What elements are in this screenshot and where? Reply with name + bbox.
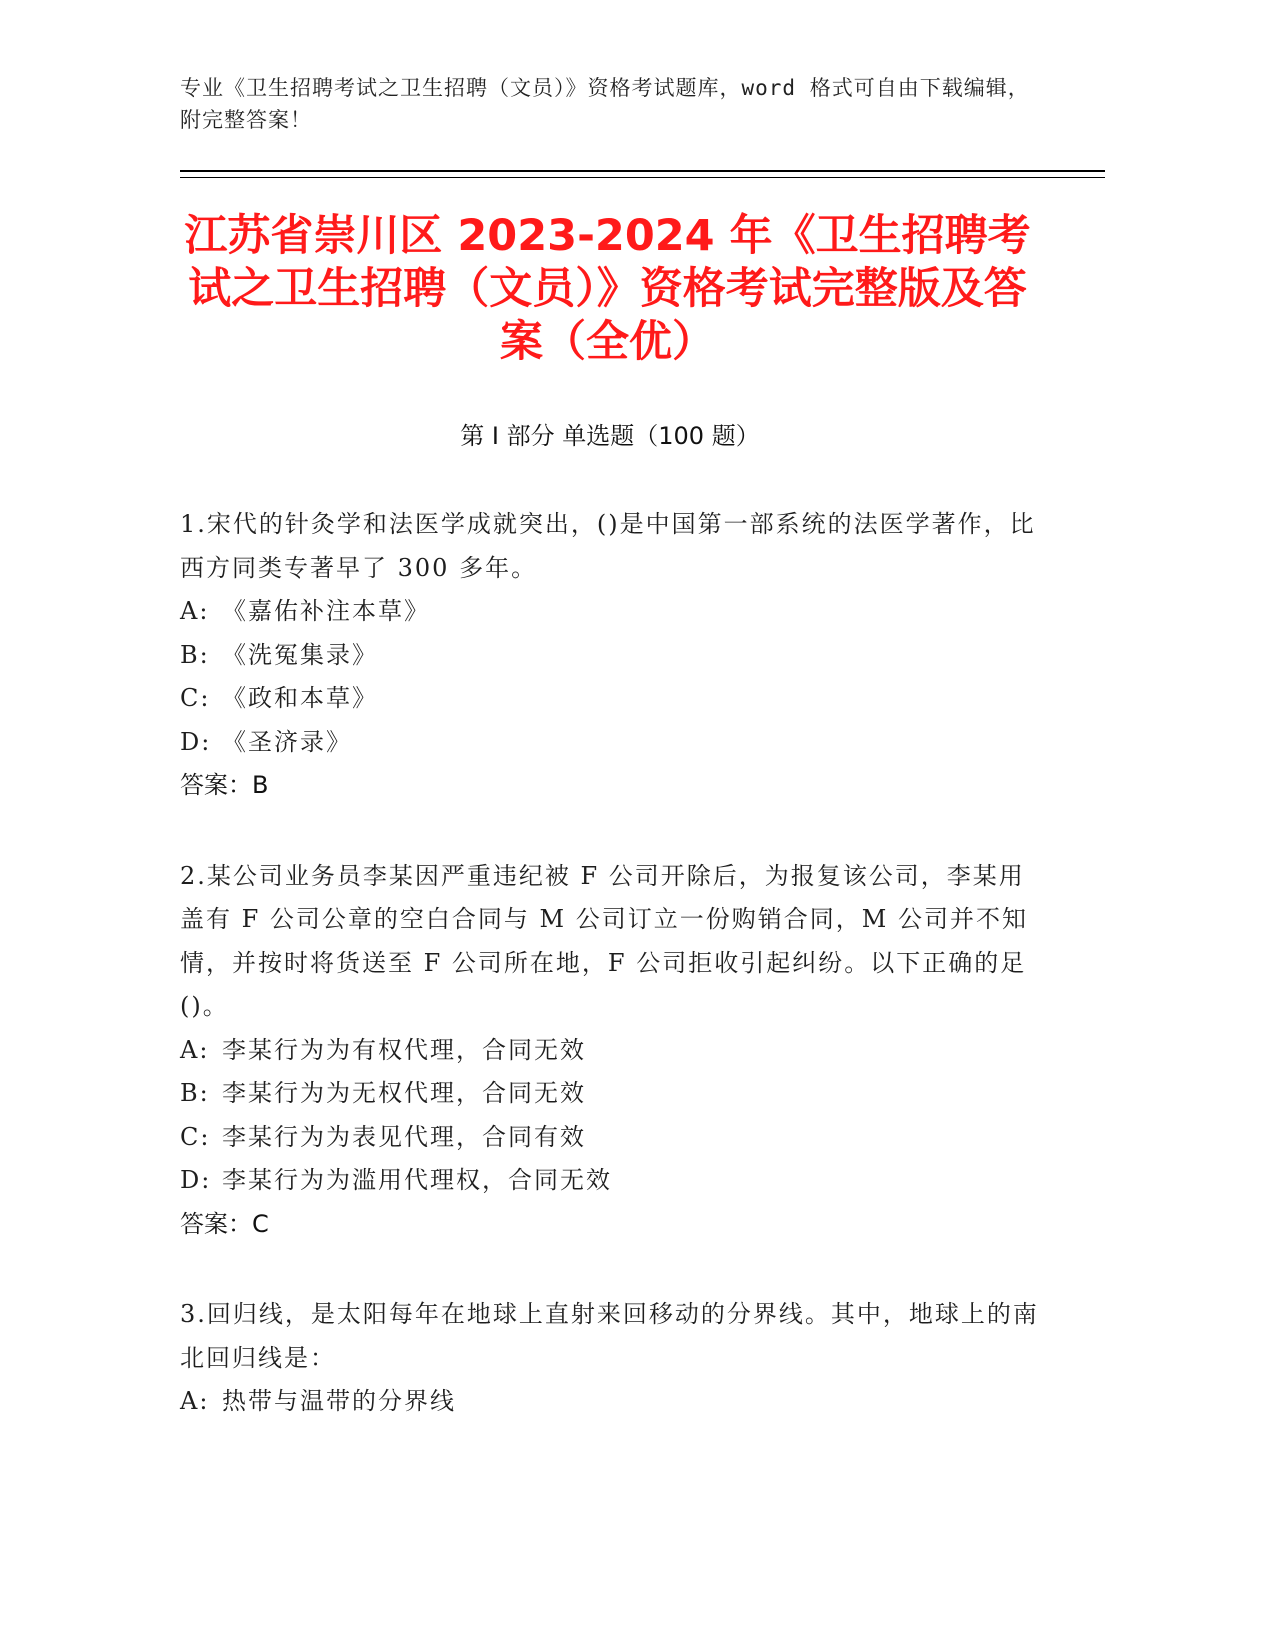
option-d bbox=[180, 1159, 1040, 1203]
question-stem: 2.某公司业务员李某因严重违纪被 F 公司开除后，为报复该公司，李某用盖有 F 公司公章的空白合同与 M 公司订立一份购销合同，M 公司并不知情，并按时将货送至 F 公司所在地，F 公司拒收引起纠纷。以下正确的足()。 bbox=[180, 861, 1028, 1020]
option-key: D: bbox=[180, 727, 212, 756]
option-text: 李某行为为无权代理，合同无效 bbox=[222, 1079, 586, 1107]
option-key: C: bbox=[180, 684, 211, 712]
option-d bbox=[180, 721, 1040, 765]
question-3 bbox=[180, 1293, 1040, 1424]
option-key: B: bbox=[180, 1079, 210, 1107]
option-text: 李某行为为滥用代理权，合同无效 bbox=[222, 1166, 612, 1194]
option-key: A: bbox=[180, 1035, 210, 1064]
header-divider-thin bbox=[180, 177, 1105, 178]
section-title: 第 I 部分 单选题（100 题） bbox=[460, 422, 760, 450]
option-text: 《政和本草》 bbox=[222, 684, 378, 712]
option-a bbox=[180, 590, 1040, 634]
option-text: 《洗冤集录》 bbox=[222, 640, 378, 669]
answer: 答案：C bbox=[180, 1209, 269, 1238]
option-text: 《嘉佑补注本草》 bbox=[222, 597, 430, 625]
question-list bbox=[180, 503, 1040, 1471]
option-key: B: bbox=[180, 640, 210, 669]
answer: 答案：B bbox=[180, 771, 269, 799]
option-text: 李某行为为表见代理，合同有效 bbox=[222, 1122, 586, 1151]
question-2 bbox=[180, 855, 1040, 1247]
option-key: D: bbox=[180, 1166, 212, 1194]
question-stem: 1.宋代的针灸学和法医学成就突出，()是中国第一部系统的法医学著作，比西方同类专著早了 300 多年。 bbox=[180, 510, 1036, 582]
option-b bbox=[180, 634, 1040, 678]
option-a bbox=[180, 1029, 1040, 1073]
option-a bbox=[180, 1380, 1040, 1424]
option-text: 李某行为为有权代理，合同无效 bbox=[222, 1035, 586, 1064]
option-key: A: bbox=[180, 597, 210, 625]
question-stem: 3.回归线，是太阳每年在地球上直射来回移动的分界线。其中，地球上的南北回归线是： bbox=[180, 1300, 1039, 1372]
header-divider-thick bbox=[180, 170, 1105, 172]
option-text: 热带与温带的分界线 bbox=[222, 1387, 456, 1415]
option-b bbox=[180, 1072, 1040, 1116]
header-note: 专业《卫生招聘考试之卫生招聘（文员）》资格考试题库，word 格式可自由下载编辑，附完整答案！ bbox=[180, 76, 1030, 132]
document-title: 江苏省崇川区 2023-2024 年《卫生招聘考试之卫生招聘（文员）》资格考试完整版及答案（全优） bbox=[184, 211, 1031, 367]
option-key: A: bbox=[180, 1387, 210, 1415]
option-key: C: bbox=[180, 1122, 211, 1151]
question-1 bbox=[180, 503, 1040, 808]
option-c bbox=[180, 1116, 1040, 1160]
option-c bbox=[180, 677, 1040, 721]
option-text: 《圣济录》 bbox=[222, 727, 352, 756]
